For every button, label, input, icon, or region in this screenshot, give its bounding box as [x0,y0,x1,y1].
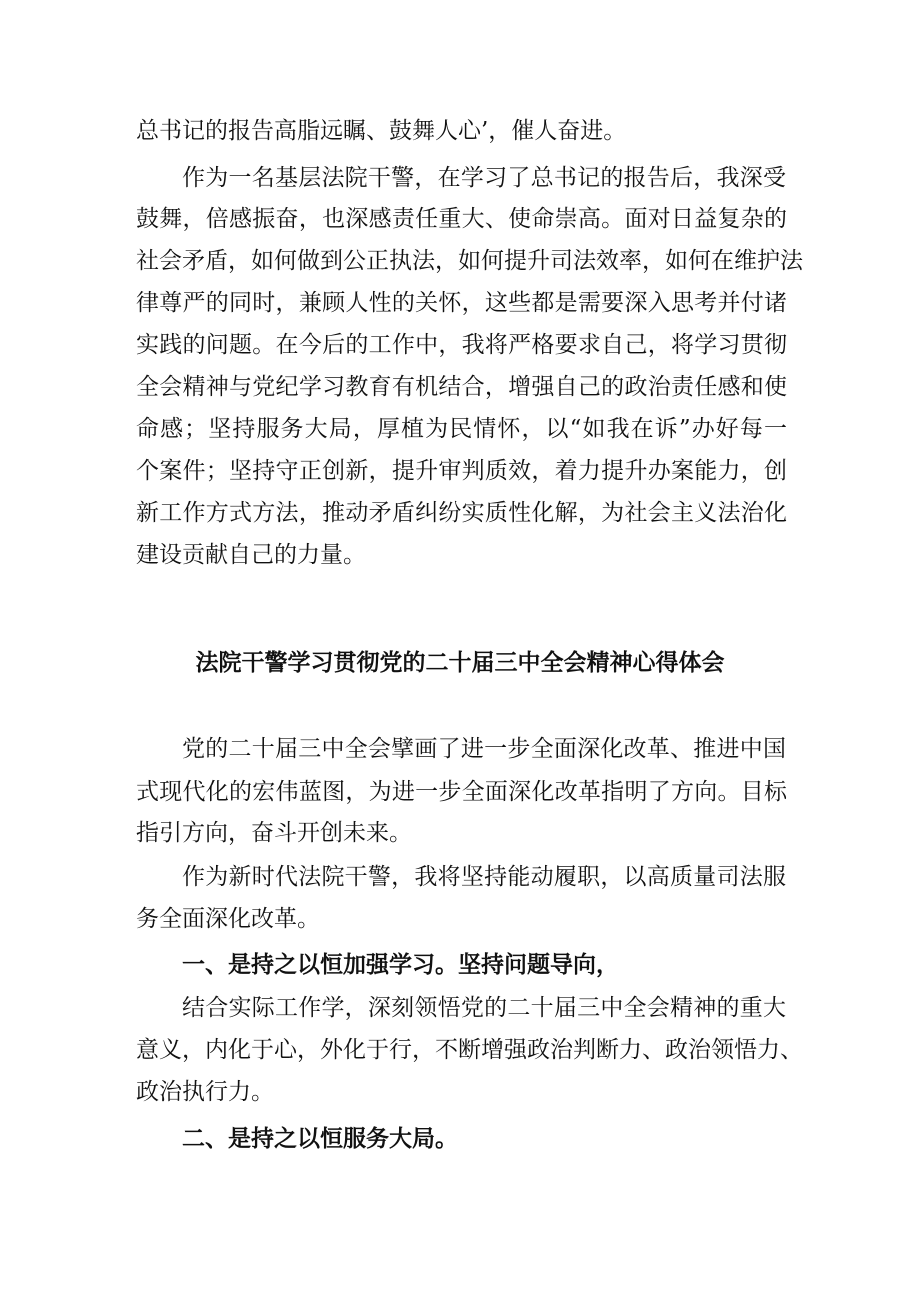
paragraph-line: 命感；坚持服务大局，厚植为民情怀，以“如我在诉”办好每一 [136,416,787,442]
paragraph-line: 结合实际工作学，深刻领悟党的二十届三中全会精神的重大 [182,995,786,1021]
paragraph-line: 指引方向，奋斗开创未来。 [136,820,412,846]
heading-text: 二、是持之以恒服务大局。 [182,1125,458,1152]
paragraph-line: 个案件；坚持守正创新，提升审判质效，着力提升办案能力，创 [136,458,787,484]
paragraph-line: 社会矛盾，如何做到公正执法，如何提升司法效率，如何在维护法 [136,248,803,274]
paragraph-line: 作为一名基层法院干警，在学习了总书记的报告后，我深受 [182,165,786,191]
continuation-text: 总书记的报告高脂远瞩、鼓舞人心’，催人奋进。 [136,118,627,144]
paragraph-line: 新工作方式方法，推动矛盾纠纷实质性化解，为社会主义法治化 [136,500,787,526]
paragraph-line: 式现代化的宏伟蓝图，为进一步全面深化改革指明了方向。目标 [136,779,787,805]
heading-text: 一、是持之以恒加强学习。坚持问题导向， [182,951,619,978]
paragraph-line: 政治执行力。 [136,1079,274,1105]
paragraph-line: 鼓舞，倍感振奋，也深感责任重大、使命崇高。面对日益复杂的 [136,206,787,232]
paragraph-line: 党的二十届三中全会擘画了进一步全面深化改革、推进中国 [182,736,786,762]
paragraph-line: 律尊严的同时，兼顾人性的关怀，这些都是需要深入思考并付诸 [136,290,787,316]
paragraph-line: 意义，内化于心，外化于行，不断增强政治判断力、政治领悟力、 [136,1037,803,1063]
paragraph-line: 务全面深化改革。 [136,906,320,932]
paragraph-line: 作为新时代法院干警，我将坚持能动履职，以高质量司法服 [182,864,786,890]
paragraph-line: 实践的问题。在今后的工作中，我将严格要求自己，将学习贯彻 [136,332,787,358]
paragraph-line: 全会精神与党纪学习教育有机结合，增强自己的政治责任感和使 [136,374,787,400]
article-title: 法院干警学习贯彻党的二十届三中全会精神心得体会 [195,649,725,676]
paragraph-line: 建设贡献自己的力量。 [136,542,366,568]
